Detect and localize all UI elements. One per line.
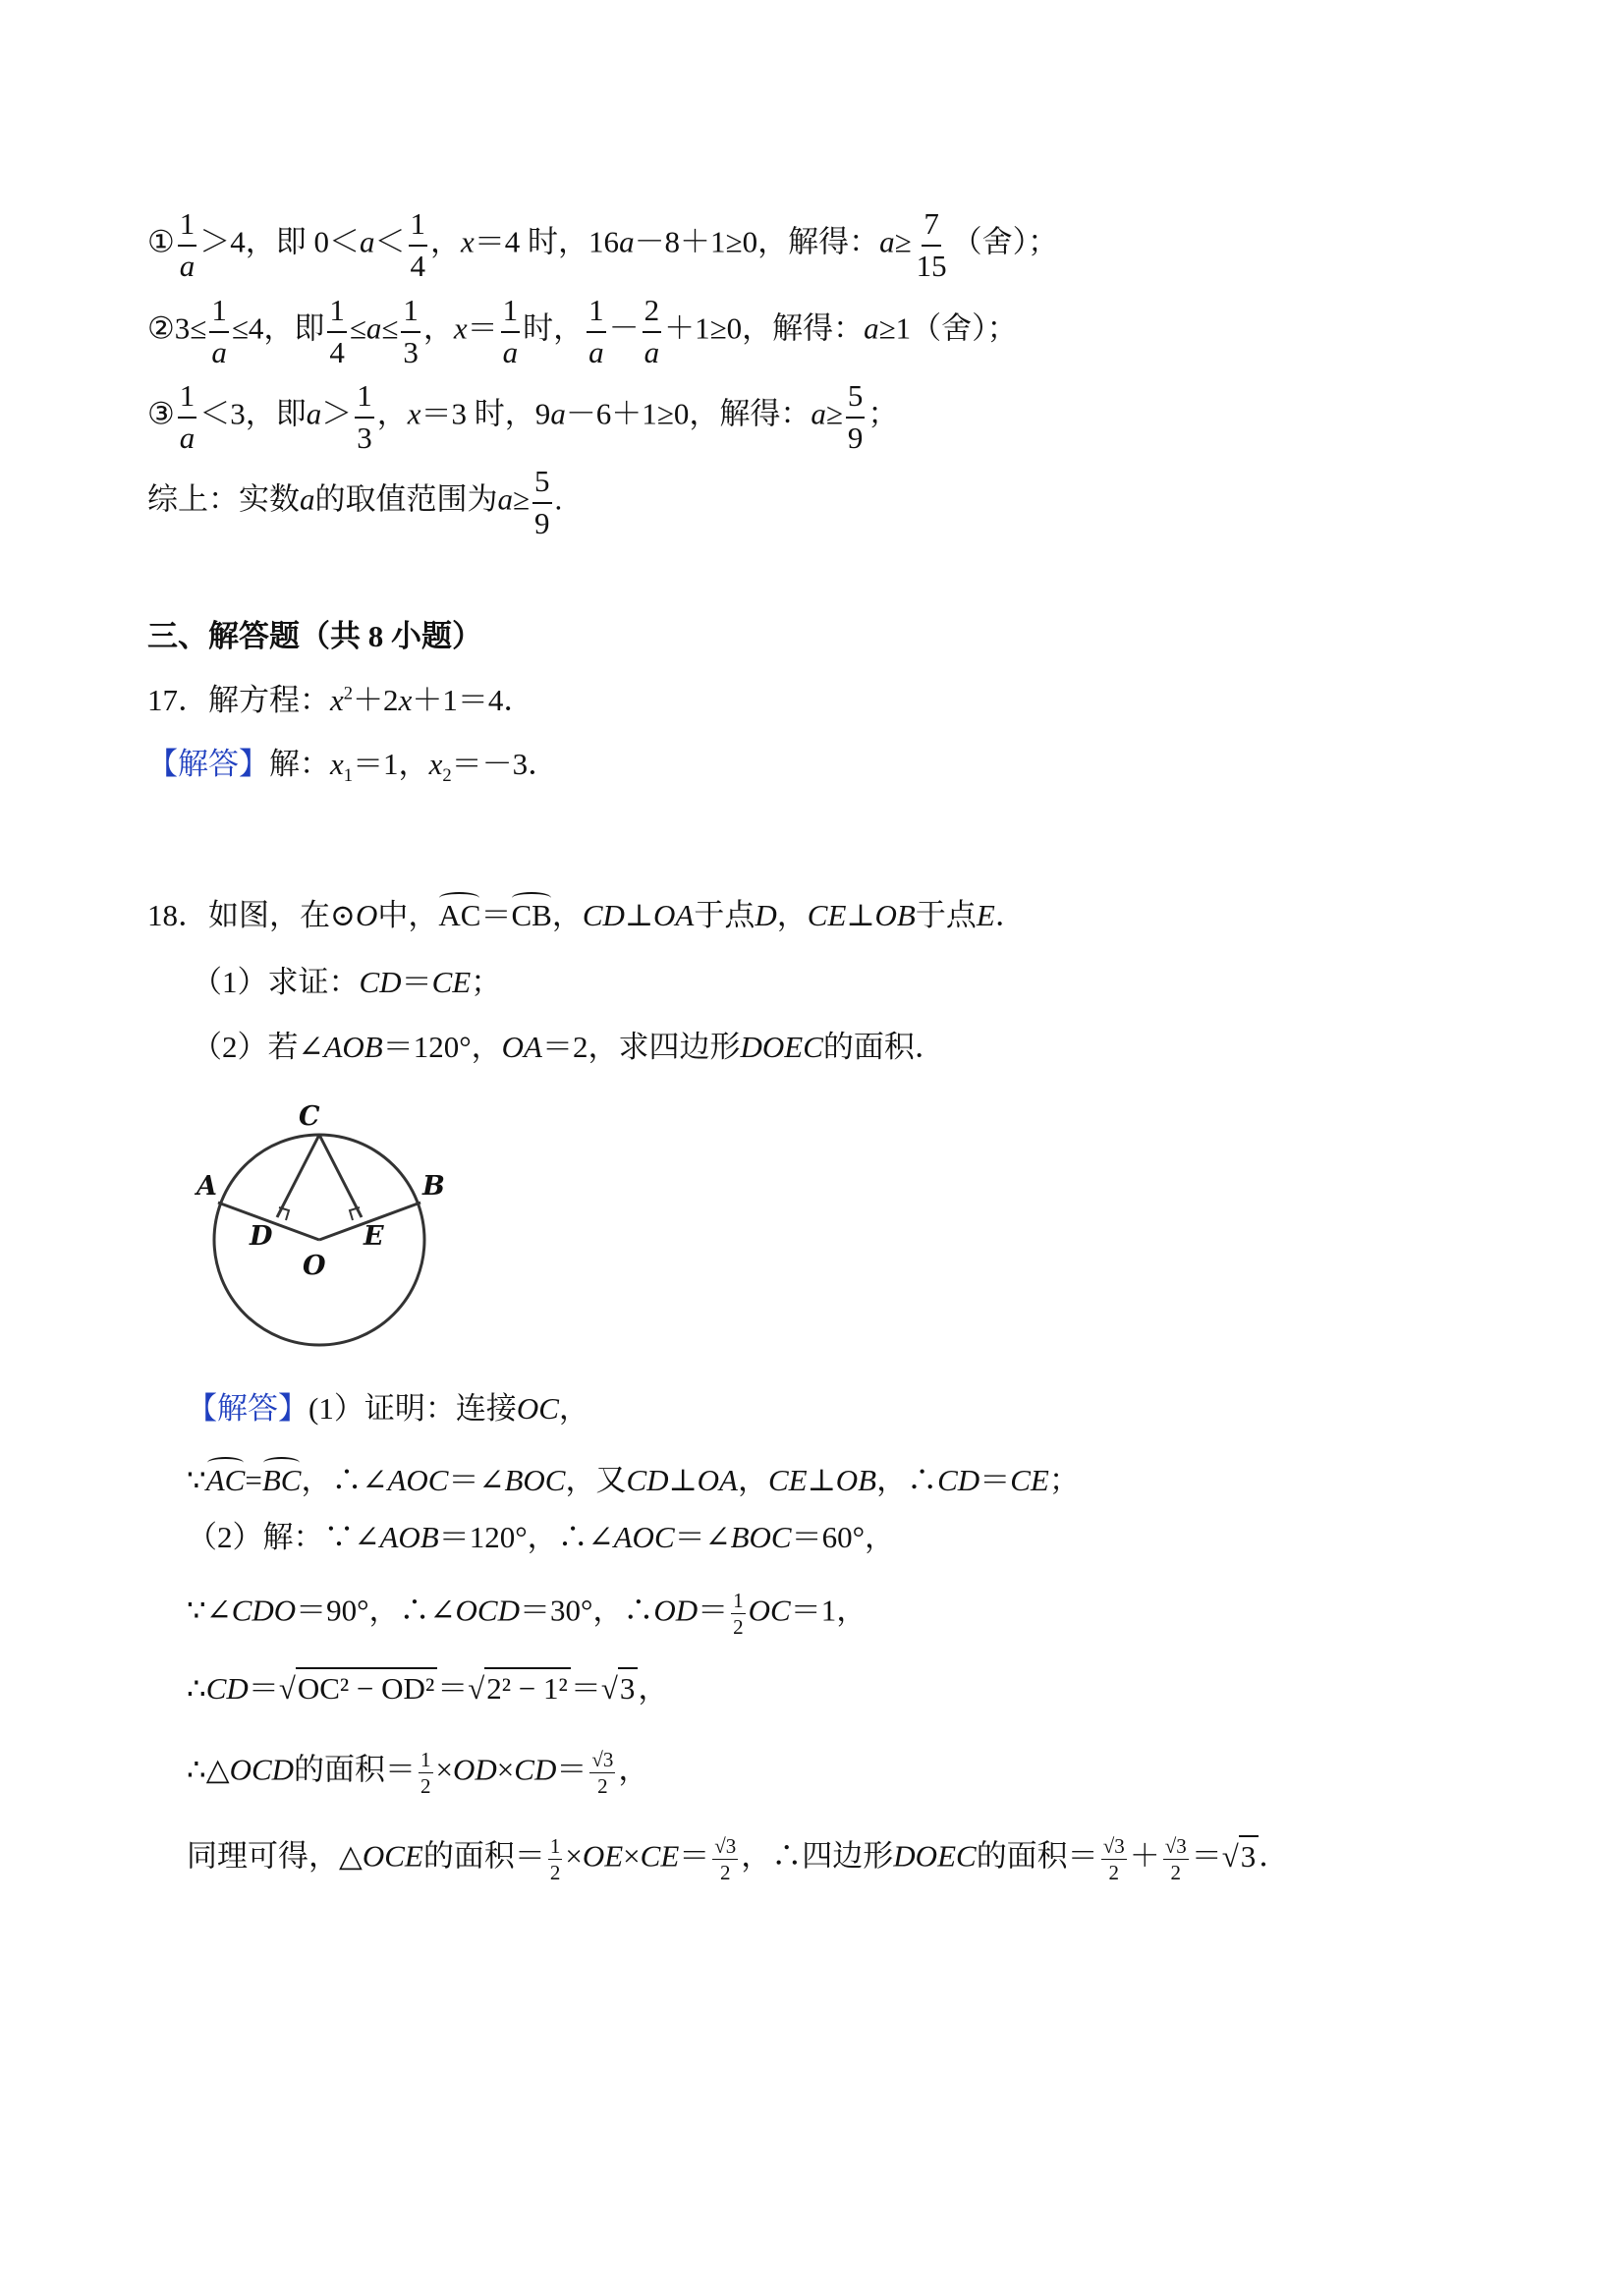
text: ＝ (467, 310, 498, 346)
circle-figure (187, 1091, 452, 1358)
fraction (731, 1590, 746, 1638)
variable: OB (874, 898, 916, 932)
text: ＞ (321, 396, 353, 431)
arc-notation: AC (438, 894, 480, 930)
variable: E (976, 898, 995, 932)
label-c: C (299, 1101, 320, 1132)
solution-line-6 (187, 1749, 648, 1797)
answer-tag: 【解答】 (147, 747, 269, 781)
radicand: 3 (618, 1667, 639, 1706)
fraction (587, 295, 606, 368)
denominator: 2 (597, 1774, 608, 1799)
text: ＝120°，∴∠ (438, 1520, 614, 1554)
label-d: D (250, 1221, 273, 1252)
numerator: √3 (1163, 1835, 1189, 1860)
text: 解： (269, 747, 330, 781)
variable: x (330, 683, 344, 717)
text: ＝∠ (448, 1463, 505, 1497)
denominator: a (644, 334, 660, 369)
variable: a (300, 481, 315, 517)
numerator: 1 (409, 208, 428, 247)
text: 17．解方程： (147, 683, 330, 717)
variable: x (461, 224, 475, 259)
variable: BOC (504, 1463, 566, 1497)
variable: a (811, 396, 826, 431)
fraction (178, 208, 197, 282)
variable: a (879, 224, 895, 259)
variable: AOB (379, 1520, 439, 1554)
text: ＝ (679, 1838, 710, 1874)
text: ＝1， (353, 747, 429, 781)
text: ＋1＝4． (412, 683, 534, 717)
text: ＋1≥0，解得： (664, 310, 865, 346)
variable: AOC (613, 1520, 675, 1554)
variable: CD (937, 1463, 980, 1497)
fraction (178, 380, 197, 454)
variable: OA (697, 1463, 738, 1497)
numerator: 5 (846, 380, 866, 419)
text: ＞4，即 0＜ (199, 224, 361, 259)
text: × (623, 1838, 641, 1874)
text: 18．如图，在⊙ (147, 898, 356, 932)
denominator: 2 (1108, 1861, 1119, 1885)
segment-c-e (319, 1135, 362, 1217)
numerator: √3 (1101, 1835, 1127, 1860)
text: 综上：实数 (147, 481, 300, 517)
denominator: a (211, 334, 227, 369)
text: ＝ (556, 1752, 588, 1787)
denominator: 3 (403, 334, 419, 369)
text: ＝120°， (382, 1030, 502, 1064)
case-2-marker: ②3≤ (147, 310, 207, 346)
text: (1）证明：连接 (308, 1391, 517, 1426)
text: ， (618, 1752, 649, 1787)
text: ＜3，即 (199, 396, 307, 431)
variable: CD (626, 1463, 669, 1497)
denominator: a (588, 334, 604, 369)
text: 的面积＝ (976, 1838, 1098, 1874)
fraction (409, 208, 428, 282)
variable: a (497, 481, 513, 517)
variable: x (398, 683, 413, 717)
variable: CE (768, 1463, 808, 1497)
text: ∵ (187, 1463, 206, 1497)
variable: x (330, 747, 344, 781)
answer-17 (147, 749, 558, 786)
text: ＋2 (353, 683, 399, 717)
variable: DOEC (893, 1838, 977, 1874)
denominator: 2 (420, 1774, 431, 1799)
variable: OE (582, 1838, 624, 1874)
text: ＝－3． (451, 747, 559, 781)
variable: a (550, 396, 566, 431)
text: ⊥ (624, 898, 654, 932)
numerator: 1 (587, 295, 606, 333)
variable: DOEC (740, 1030, 823, 1064)
numerator: 5 (532, 466, 552, 504)
radicand: 3 (1239, 1835, 1259, 1874)
text: －6＋1≥0，解得： (565, 396, 812, 431)
text: ∴ (187, 1671, 206, 1706)
variable: CD (514, 1752, 557, 1787)
text: ， (776, 898, 808, 932)
text: ； (867, 396, 899, 431)
variable: OC (516, 1391, 559, 1426)
numerator: 2 (643, 295, 662, 333)
text: ＝ (979, 1463, 1011, 1497)
text: × (565, 1838, 583, 1874)
text: ， (422, 310, 454, 346)
superscript: 2 (343, 683, 354, 704)
variable: OCD (455, 1593, 520, 1628)
question-18-part-1 (192, 967, 501, 997)
text: ＝30°，∴ (519, 1593, 654, 1628)
text: ， (551, 898, 583, 932)
text: ⊥ (846, 898, 875, 932)
numerator: 7 (922, 208, 941, 247)
text: ＝ (570, 1671, 601, 1706)
text: ． (1259, 1838, 1290, 1874)
denominator: 4 (410, 248, 426, 283)
variable: x (453, 310, 468, 346)
fraction (548, 1835, 563, 1883)
section-title: 三、解答题（共 8 小题） (147, 619, 482, 653)
text: ≥1（舍）； (878, 310, 1018, 346)
variable: a (365, 310, 382, 346)
text: ； (1048, 1463, 1080, 1497)
text: × (496, 1752, 515, 1787)
variable: OC (748, 1593, 791, 1628)
answer-tag: 【解答】 (187, 1391, 308, 1426)
text: ，又 (565, 1463, 627, 1497)
solution-line-5 (187, 1673, 668, 1704)
summary-line (147, 466, 562, 539)
denominator: 2 (720, 1861, 731, 1885)
numerator: 1 (178, 380, 197, 419)
numerator: 1 (209, 295, 229, 333)
text: 同理可得，△ (187, 1838, 363, 1874)
text: 的面积＝ (422, 1838, 545, 1874)
arc-notation: CB (511, 894, 551, 930)
text: ≥ (825, 396, 843, 431)
text: ， (738, 1463, 768, 1497)
fraction (1101, 1835, 1127, 1883)
label-b: B (422, 1171, 445, 1202)
text: 的面积＝ (294, 1752, 417, 1787)
text: ＝ (401, 965, 432, 999)
text: 时， (523, 310, 585, 346)
text: ＜ (374, 224, 406, 259)
text: ，∴ (876, 1463, 938, 1497)
fraction (643, 295, 662, 368)
variable: CD (205, 1671, 249, 1706)
denominator: 2 (549, 1861, 561, 1885)
text: ＋ (1129, 1838, 1160, 1874)
variable: x (407, 396, 421, 431)
text: ； (471, 965, 502, 999)
solution-line-4 (187, 1590, 867, 1638)
fraction (915, 208, 949, 282)
arc-notation: AC (206, 1459, 246, 1495)
numerator: 1 (501, 295, 521, 333)
fraction (846, 380, 866, 454)
text: ⊥ (807, 1463, 836, 1497)
text: 的面积． (822, 1030, 945, 1064)
variable: OD (453, 1752, 497, 1787)
variable: CE (640, 1838, 680, 1874)
subscript: 1 (343, 765, 354, 787)
variable: a (619, 224, 635, 259)
text: ，∴四边形 (741, 1838, 894, 1874)
text: ∵∠ (187, 1593, 232, 1628)
variable: CD (359, 965, 402, 999)
text: ＝ (1191, 1838, 1222, 1874)
variable: OCE (362, 1838, 423, 1874)
numerator: 1 (731, 1590, 746, 1614)
solution-line-7 (187, 1835, 1289, 1883)
square-root: √2² − 1² (468, 1673, 571, 1704)
question-17 (147, 685, 533, 715)
solution-line-1 (187, 1393, 589, 1424)
fraction (419, 1749, 433, 1797)
denominator: a (502, 334, 519, 369)
case-3-line (147, 380, 898, 454)
numerator: √3 (712, 1835, 738, 1860)
fraction (209, 295, 229, 368)
radicand: 2² − 1² (484, 1667, 571, 1706)
text: ∴△ (187, 1752, 230, 1787)
text: ＝2，求四边形 (541, 1030, 741, 1064)
numerator: 1 (548, 1835, 563, 1860)
variable: x (428, 747, 443, 781)
text: ＝3 时，9 (420, 396, 551, 431)
denominator: a (179, 420, 196, 455)
question-18 (147, 894, 1026, 930)
text: （1）求证： (192, 965, 360, 999)
variable: BOC (730, 1520, 792, 1554)
text: ， (376, 396, 408, 431)
radicand: OC² − OD² (296, 1667, 437, 1706)
square-root: √3 (601, 1673, 639, 1704)
numerator: 1 (419, 1749, 433, 1773)
text: ＝60°， (791, 1520, 896, 1554)
numerator: 1 (327, 295, 347, 333)
text: × (435, 1752, 454, 1787)
solution-line-3 (187, 1522, 895, 1552)
fraction (1163, 1835, 1189, 1883)
subscript: 2 (442, 765, 452, 787)
text: ，∴∠ (301, 1463, 388, 1497)
text: ≥ (513, 481, 531, 517)
solution-line-2 (187, 1459, 1080, 1495)
case-1-marker: ① (147, 224, 175, 259)
variable: CE (1010, 1463, 1049, 1497)
variable: a (306, 396, 322, 431)
fraction (501, 295, 521, 368)
denominator: 9 (534, 505, 550, 540)
fraction (355, 380, 374, 454)
variable: AOC (387, 1463, 449, 1497)
text: ＝ (437, 1671, 469, 1706)
variable: AOB (323, 1030, 383, 1064)
case-2-line (147, 295, 1018, 368)
text: ＝ (698, 1593, 729, 1628)
denominator: 15 (916, 248, 947, 283)
variable: OA (501, 1030, 542, 1064)
text: = (245, 1463, 262, 1497)
text: ， (558, 1391, 589, 1426)
text: ⊥ (668, 1463, 698, 1497)
square-root: √OC² − OD² (279, 1673, 437, 1704)
variable: O (355, 898, 378, 932)
fraction (589, 1749, 615, 1797)
denominator: a (179, 248, 196, 283)
variable: OD (653, 1593, 699, 1628)
text: ， (638, 1671, 669, 1706)
text: ＝ (480, 898, 512, 932)
variable: CE (807, 898, 847, 932)
text: － (608, 310, 640, 346)
numerator: √3 (589, 1749, 615, 1773)
fraction (532, 466, 552, 539)
numerator: 1 (355, 380, 374, 419)
text: （2）若∠ (192, 1030, 324, 1064)
case-1-line (147, 208, 1058, 282)
text: ， (430, 224, 462, 259)
numerator: 1 (178, 208, 197, 247)
denominator: 2 (1170, 1861, 1181, 1885)
case-3-marker: ③ (147, 396, 175, 431)
label-o: O (303, 1251, 326, 1281)
segment-c-d (277, 1135, 319, 1217)
text: ≤ (381, 310, 399, 346)
label-a: A (196, 1171, 217, 1202)
text: ≤4，即 (231, 310, 325, 346)
variable: D (755, 898, 777, 932)
text: 中， (377, 898, 439, 932)
denominator: 4 (329, 334, 345, 369)
text: ． (994, 898, 1026, 932)
text: ≥ (894, 224, 912, 259)
label-e: E (364, 1221, 384, 1252)
text: （2）解：∵∠ (187, 1520, 380, 1554)
text: ＝∠ (674, 1520, 731, 1554)
variable: CE (431, 965, 472, 999)
arc-notation: BC (262, 1459, 302, 1495)
fraction (712, 1835, 738, 1883)
text: ＝90°，∴∠ (296, 1593, 456, 1628)
text: （舍）； (951, 224, 1059, 259)
text: 的取值范围为 (314, 481, 498, 517)
numerator: 1 (401, 295, 420, 333)
variable: a (864, 310, 879, 346)
text: 于点 (694, 898, 756, 932)
variable: a (360, 224, 375, 259)
variable: CDO (231, 1593, 297, 1628)
denominator: 2 (733, 1615, 744, 1640)
text: ＝1， (790, 1593, 867, 1628)
text: ＝ (248, 1671, 279, 1706)
square-root: √3 (1222, 1841, 1259, 1872)
variable: CD (582, 898, 625, 932)
text: 于点 (915, 898, 977, 932)
fraction (401, 295, 420, 368)
variable: OCD (229, 1752, 295, 1787)
question-18-part-2 (192, 1032, 945, 1062)
text: . (554, 481, 563, 517)
variable: OB (835, 1463, 877, 1497)
text: ≤ (349, 310, 366, 346)
denominator: 3 (357, 420, 372, 455)
fraction (327, 295, 347, 368)
text: ＝4 时，16 (474, 224, 620, 259)
text: －8＋1≥0，解得： (634, 224, 880, 259)
variable: OA (653, 898, 695, 932)
denominator: 9 (847, 420, 864, 455)
